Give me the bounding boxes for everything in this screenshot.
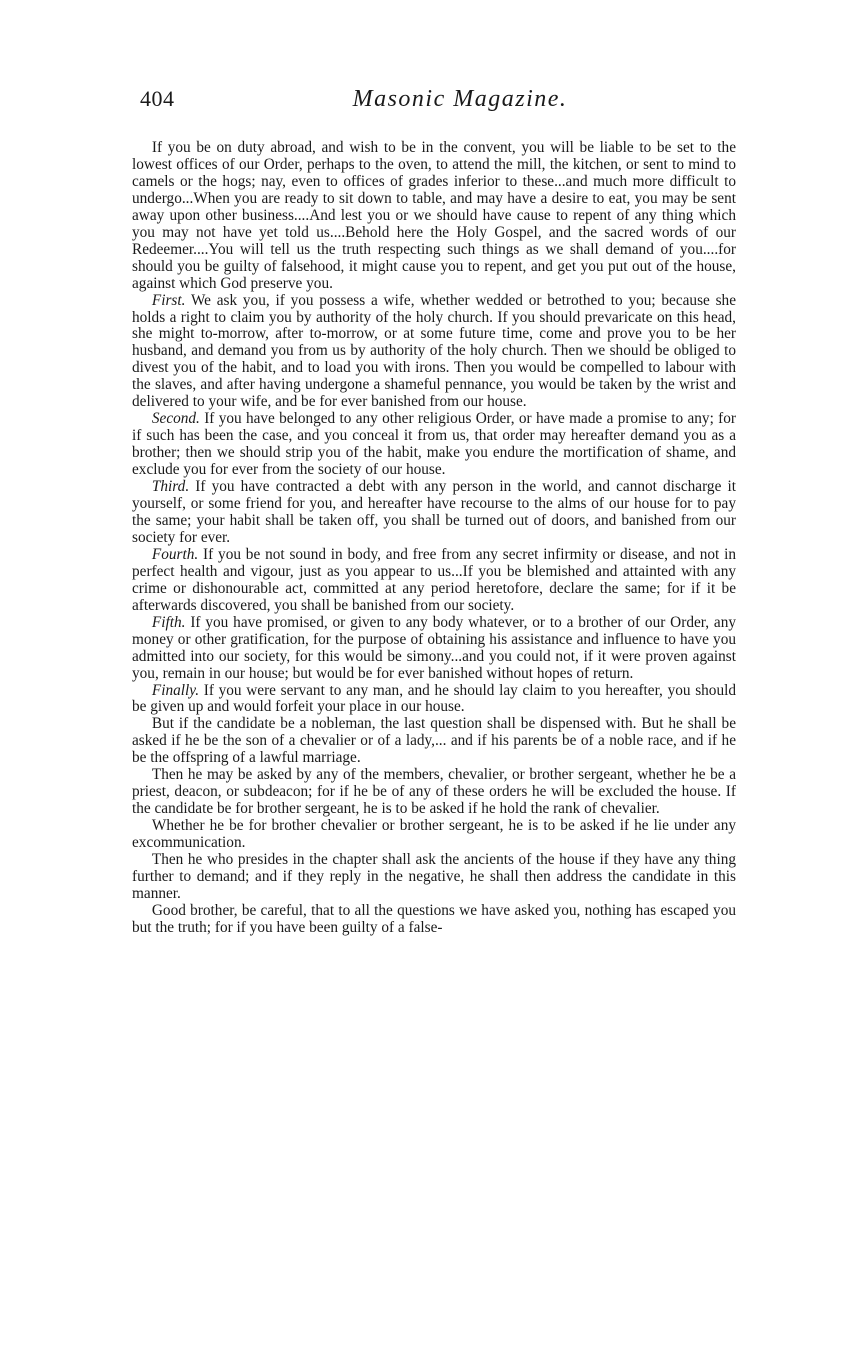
- paragraph-text: If you were servant to any man, and he should lay claim to you hereafter, you should be given up and would forfeit your place in our house.: [132, 681, 736, 716]
- paragraph-lead: Fifth.: [151, 613, 186, 631]
- paragraph-second: [132, 411, 736, 479]
- page-number: 404: [140, 86, 175, 111]
- paragraph-lead: Third.: [151, 478, 190, 496]
- paragraph-text: If you have contracted a debt with any person in the world, and cannot discharge it yourself, or some friend for you, and hereafter have recourse to the alms of our house for to pay the same; your habit shall be taken off, you shall be turned out of doors, and banished from our society for ever.: [132, 478, 736, 546]
- paragraph-third: [132, 479, 736, 547]
- paragraph-text: Whether he be for brother chevalier or brother sergeant, he is to be asked if he lie under any excommunication.: [132, 817, 736, 852]
- paragraph-lead: Second.: [151, 410, 200, 428]
- running-title: Masonic Magazine.: [352, 86, 568, 112]
- paragraph-text: If you be not sound in body, and free from any secret infirmity or disease, and not in perfect health and vigour, just as you appear to us...If you be blemished and attainted with any crime or dishonourable act, committed at any period heretofore, declare the same; for if it be afterwards discovered, you shall be banished from our society.: [132, 545, 736, 614]
- paragraph-text: If you be on duty abroad, and wish to be in the convent, you will be liable to be set to the lowest offices of our Order, perhaps to the oven, to attend the mill, the kitchen, or sent to mind to camels or the hogs; nay, even to offices of grades inferior to these...and much more difficult to undergo...When you are ready to sit down to table, and may have a desire to eat, you may be sent away upon other business....And lest you or we should have cause to repent of any thing which you may not have yet told us....Behold here the Holy Gospel, and the sacred words of our Redeemer....You will tell us the truth respecting such things as we shall demand of you....for should you be guilty of falsehood, it might cause you to repent, and get you put out of the house, against which God preserve you.: [132, 139, 736, 292]
- paragraph-text: Good brother, be careful, that to all the questions we have asked you, nothing has escaped you but the truth; for if you have been guilty of a false-: [132, 901, 736, 936]
- paragraph-ancients: [132, 852, 736, 903]
- paragraph-text: If you have belonged to any other religious Order, or have made a promise to any; for if such has been the case, and you conceal it from us, that order may hereafter demand you as a brother; then we should strip you of the habit, make you endure the mortification of shame, and exclude you for ever from the society of our house.: [132, 410, 736, 479]
- paragraph-fifth: [132, 615, 736, 683]
- paragraph-first: [132, 293, 736, 412]
- paragraph-lead: Finally.: [151, 681, 200, 699]
- paragraph-lead: Fourth.: [151, 545, 199, 563]
- paragraph-1: [132, 140, 736, 293]
- paragraph-text: But if the candidate be a nobleman, the last question shall be dispensed with. But he shall be asked if he be the son of a chevalier or of a lady,... and if his parents be of a noble race, and if he be the offspring of a lawful marriage.: [132, 715, 736, 767]
- paragraph-text: If you have promised, or given to any body whatever, or to a brother of our Order, any money or other gratification, for the purpose of obtaining his assistance and influence to have you admitted into our society, for this would be simony...and you could not, if it were proven against you, remain in our house; but would be for ever banished without hopes of return.: [132, 613, 737, 682]
- page-header: [140, 86, 780, 120]
- paragraph-text: Then he may be asked by any of the members, chevalier, or brother sergeant, whether he be a priest, deacon, or subdeacon; for if he be of any of these orders he will be excluded the house. If the candidate be for brother sergeant, he is to be asked if he hold the rank of chevalier.: [132, 766, 736, 818]
- paragraph-orders: [132, 767, 736, 818]
- paragraph-lead: First.: [151, 291, 186, 309]
- article-body: [132, 140, 736, 937]
- paragraph-text: Then he who presides in the chapter shall ask the ancients of the house if they have any thing further to demand; and if they reply in the negative, he shall then address the candidate in this manner.: [132, 851, 736, 902]
- paragraph-finally: [132, 683, 736, 717]
- paragraph-fourth: [132, 547, 736, 615]
- paragraph-text: We ask you, if you possess a wife, whether wedded or betrothed to you; because she holds a right to claim you by authority of the holy church. If you should prevaricate on this head, she might to-morrow, after to-morrow, or at some future time, come and prove you to be her husband, and demand you from us by authority of the holy church. Then we should be obliged to divest you of the habit, and to load you with irons. Then you would be compelled to labour with the slaves, and after having undergone a shameful pennance, you would be taken by the wrist and delivered to your wife, and be for ever banished from our house.: [132, 291, 736, 411]
- paragraph-good-brother: [132, 903, 736, 937]
- paragraph-nobleman: [132, 716, 736, 767]
- paragraph-excommunication: [132, 818, 736, 852]
